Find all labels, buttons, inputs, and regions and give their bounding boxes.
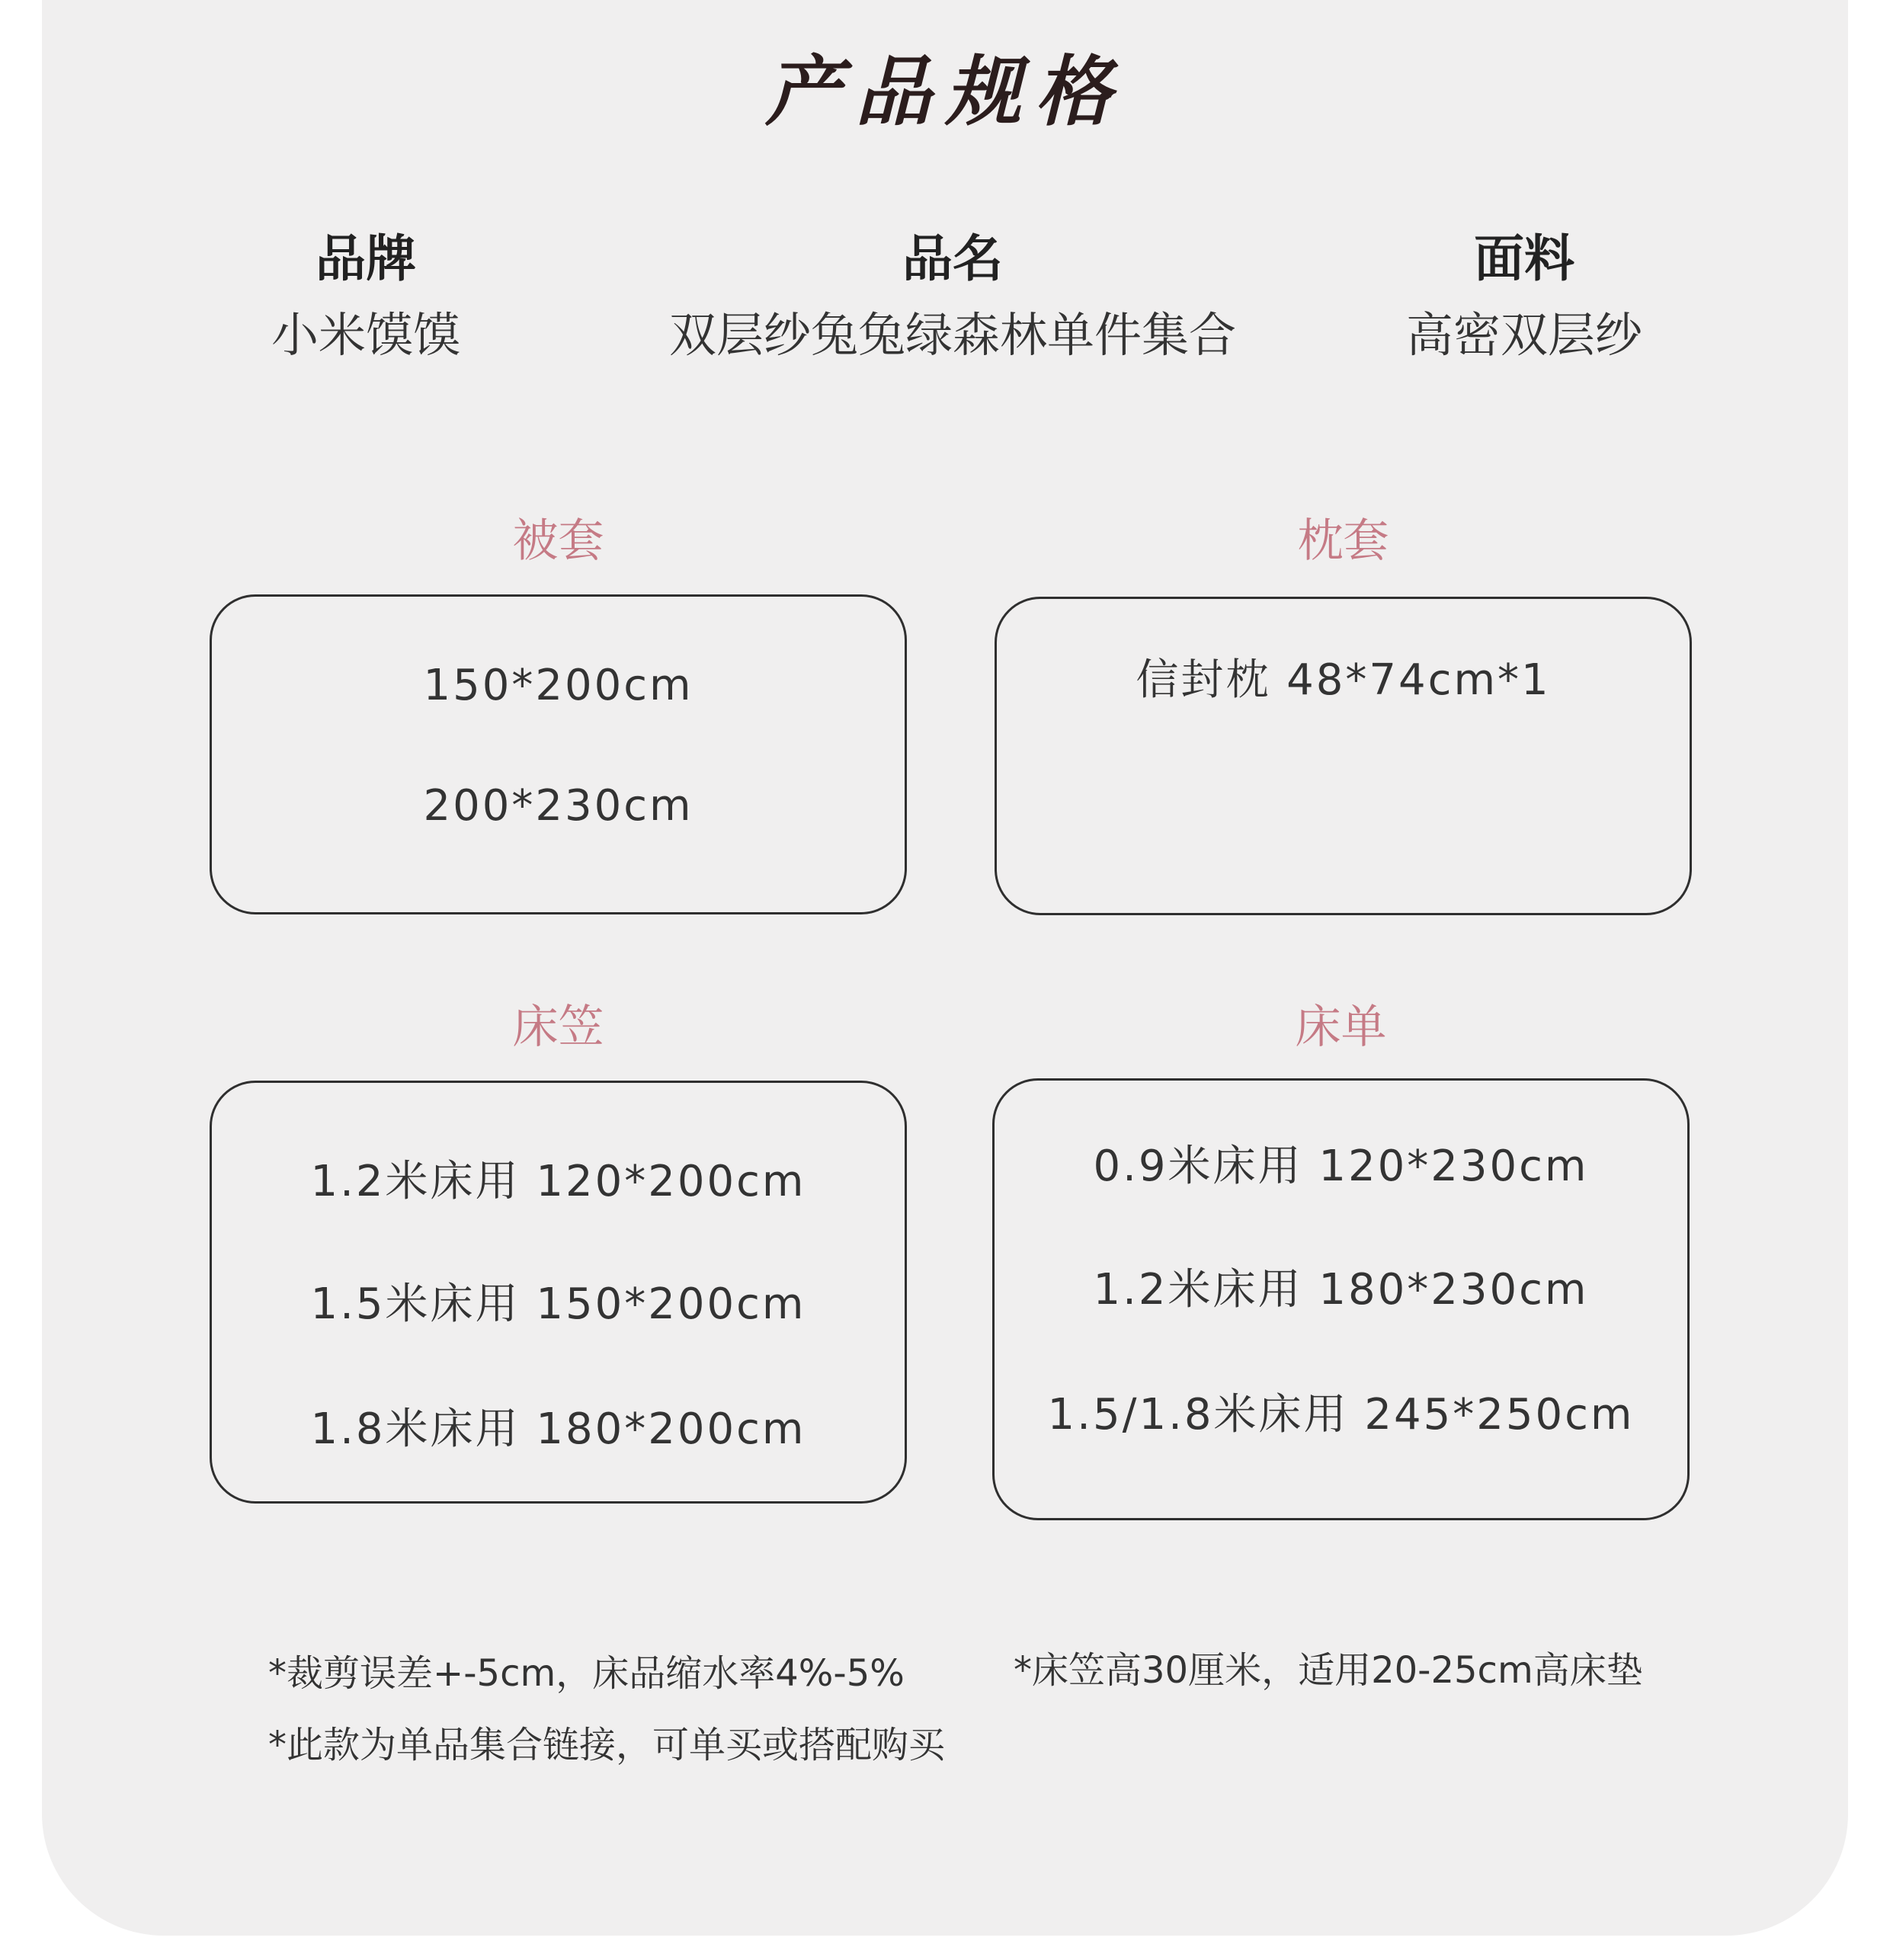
info-brand (213, 221, 518, 373)
note-cut-tolerance: *裁剪误差+-5cm，床品缩水率4%-5% (268, 1652, 905, 1695)
spec-box-pillowcase (995, 597, 1692, 915)
note-fitted-height: *床笠高30厘米，适用20-25cm高床垫 (1014, 1649, 1643, 1692)
info-fabric (1372, 221, 1677, 373)
spec-item: 1.5米床用 150*200cm (310, 1279, 806, 1329)
info-product-name-label: 品名 (902, 229, 1003, 288)
info-fabric-label: 面料 (1474, 229, 1574, 288)
spec-item: 1.5/1.8米床用 245*250cm (1047, 1390, 1635, 1440)
page-title: 产品规格 (765, 46, 1125, 136)
info-fabric-value: 高密双层纱 (1405, 307, 1642, 363)
note-single-purchase: *此款为单品集合链接，可单买或搭配购买 (268, 1724, 946, 1766)
info-product-name (640, 221, 1265, 373)
spec-box-flat-sheet (992, 1078, 1690, 1520)
section-title-flat-sheet: 床单 (1295, 1001, 1387, 1054)
section-title-pillowcase: 枕套 (1297, 514, 1389, 568)
spec-item: 1.2米床用 120*200cm (310, 1157, 806, 1206)
spec-item: 200*230cm (423, 781, 694, 831)
info-product-name-value: 双层纱兔兔绿森林单件集合 (668, 307, 1236, 363)
info-brand-label: 品牌 (316, 229, 416, 288)
spec-box-duvet-cover (210, 594, 907, 914)
section-title-fitted-sheet: 床笠 (512, 1001, 604, 1054)
spec-item: 0.9米床用 120*230cm (1093, 1142, 1589, 1191)
section-title-duvet-cover: 被套 (512, 514, 604, 568)
spec-item: 150*200cm (423, 661, 694, 710)
spec-item: 1.8米床用 180*200cm (310, 1404, 806, 1454)
spec-item: 信封枕 48*74cm*1 (1136, 655, 1551, 705)
info-brand-value: 小米馍馍 (271, 307, 460, 363)
spec-box-fitted-sheet (210, 1081, 907, 1504)
spec-item: 1.2米床用 180*230cm (1093, 1265, 1589, 1315)
